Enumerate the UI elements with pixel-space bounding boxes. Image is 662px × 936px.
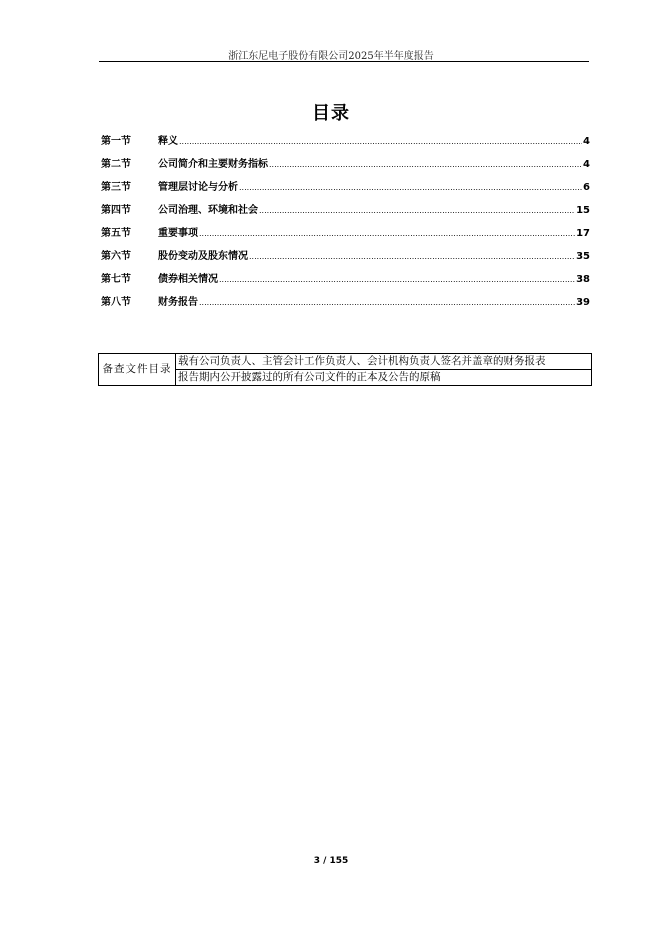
toc-entry-6[interactable] xyxy=(101,247,590,270)
toc-page-number: 15 xyxy=(576,205,590,216)
toc-section-name: 股份变动及股东情况 xyxy=(158,251,248,262)
toc-page-number: 39 xyxy=(576,297,590,308)
toc-page-number: 17 xyxy=(576,228,590,239)
toc-section-name: 债券相关情况 xyxy=(158,274,218,285)
toc-section-number: 第三节 xyxy=(101,182,131,193)
toc-section-number: 第六节 xyxy=(101,251,131,262)
reference-files-label: 备查文件目录 xyxy=(99,354,176,386)
toc-page-number: 4 xyxy=(583,159,590,170)
toc-entry-2[interactable] xyxy=(101,155,590,178)
toc-entry-8[interactable] xyxy=(101,293,590,316)
toc-leader-dots xyxy=(249,252,575,261)
toc-entry-5[interactable] xyxy=(101,224,590,247)
toc-section-number: 第一节 xyxy=(101,136,131,147)
toc-section-number: 第八节 xyxy=(101,297,131,308)
toc-leader-dots xyxy=(199,298,575,307)
toc-leader-dots xyxy=(179,137,582,146)
reference-files-table xyxy=(98,353,592,386)
toc-section-name: 重要事项 xyxy=(158,228,198,239)
toc-section-name: 财务报告 xyxy=(158,297,198,308)
toc-section-number: 第二节 xyxy=(101,159,131,170)
toc-entry-1[interactable] xyxy=(101,132,590,155)
toc-entry-3[interactable] xyxy=(101,178,590,201)
toc-entry-4[interactable] xyxy=(101,201,590,224)
toc-section-number: 第七节 xyxy=(101,274,131,285)
toc-page-number: 6 xyxy=(583,182,590,193)
table-row xyxy=(99,354,592,370)
page-number-footer: 3 / 155 xyxy=(313,856,349,866)
toc-section-number: 第四节 xyxy=(101,205,131,216)
toc-page-number: 4 xyxy=(583,136,590,147)
reference-file-item: 报告期内公开披露过的所有公司文件的正本及公告的原稿 xyxy=(176,370,592,386)
toc-section-name: 管理层讨论与分析 xyxy=(158,182,238,193)
toc-leader-dots xyxy=(269,160,582,169)
toc-section-name: 公司治理、环境和社会 xyxy=(158,205,258,216)
toc-page-number: 35 xyxy=(576,251,590,262)
table-of-contents xyxy=(101,132,590,316)
toc-page-number: 38 xyxy=(576,274,590,285)
toc-leader-dots xyxy=(219,275,575,284)
toc-leader-dots xyxy=(239,183,582,192)
toc-title: 目录 xyxy=(312,103,350,124)
toc-section-name: 释义 xyxy=(158,136,178,147)
reference-file-item: 载有公司负责人、主管会计工作负责人、会计机构负责人签名并盖章的财务报表 xyxy=(176,354,592,370)
toc-leader-dots xyxy=(259,206,575,215)
toc-section-number: 第五节 xyxy=(101,228,131,239)
report-header-title: 浙江东尼电子股份有限公司2025年半年度报告 xyxy=(228,51,434,62)
toc-section-name: 公司简介和主要财务指标 xyxy=(158,159,268,170)
toc-leader-dots xyxy=(199,229,575,238)
header-divider xyxy=(99,61,589,62)
toc-entry-7[interactable] xyxy=(101,270,590,293)
